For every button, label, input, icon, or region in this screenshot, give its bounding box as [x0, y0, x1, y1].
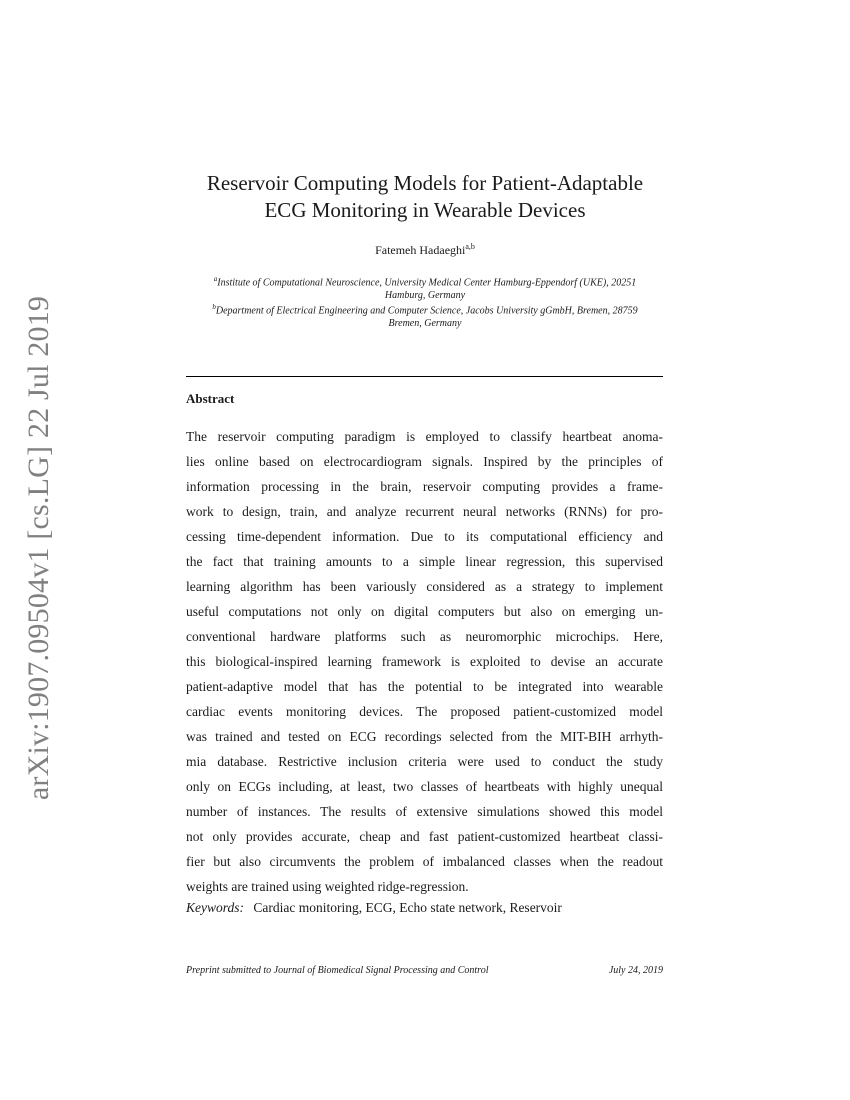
title-line: Reservoir Computing Models for Patient-Adaptable	[206, 171, 644, 195]
author-affiliation-marks: a,b	[465, 242, 475, 251]
author-name: Fatemeh Hadaeghi	[375, 243, 466, 257]
page-footer	[186, 965, 663, 976]
footer-date: July 24, 2019	[608, 965, 663, 976]
preprint-note: Preprint submitted to Journal of Biomedical Signal Processing and Control	[186, 965, 489, 976]
abstract-line: patient-adaptive model that has the potential to be integrated into wearable	[186, 679, 663, 694]
abstract-line: lies online based on electrocardiogram signals. Inspired by the principles of	[186, 454, 663, 469]
abstract-line: was trained and tested on ECG recordings selected from the MIT-BIH arrhyth-	[186, 729, 663, 744]
abstract-divider	[186, 376, 663, 377]
abstract-line: The reservoir computing paradigm is employed to classify heartbeat anoma-	[186, 429, 663, 444]
paper-title	[160, 170, 690, 224]
abstract-line: number of instances. The results of extensive simulations showed this model	[186, 804, 663, 819]
abstract-line: this biological-inspired learning framework is exploited to devise an accurate	[186, 654, 663, 669]
abstract-line: useful computations not only on digital computers but also on emerging un-	[186, 604, 663, 619]
keywords-text: Cardiac monitoring, ECG, Echo state network, Reservoir	[253, 900, 562, 915]
affiliation-a	[160, 273, 690, 302]
abstract-line: information processing in the brain, reservoir computing provides a frame-	[186, 479, 663, 494]
abstract-line: mia database. Restrictive inclusion criteria were used to conduct the study	[186, 754, 663, 769]
abstract-line: not only provides accurate, cheap and fast patient-customized heartbeat classi-	[186, 829, 663, 844]
abstract-line: learning algorithm has been variously considered as a strategy to implement	[186, 579, 663, 594]
abstract-heading: Abstract	[186, 391, 235, 406]
affiliation-mark: a	[213, 275, 218, 283]
abstract-line: only on ECGs including, at least, two classes of heartbeats with highly unequal	[186, 779, 663, 794]
author	[0, 242, 850, 258]
affiliation-line: Bremen, Germany	[388, 318, 462, 330]
affiliation-b	[160, 301, 690, 330]
abstract-line: weights are trained using weighted ridge-regression.	[186, 879, 469, 894]
abstract-line: cessing time-dependent information. Due to its computational efficiency and	[186, 529, 663, 544]
title-line: ECG Monitoring in Wearable Devices	[264, 198, 586, 222]
affiliation-line: $^a$Institute of Computational Neuroscience, University Medical Center Hamburg-Eppendorf (UKE), 20251	[213, 275, 637, 289]
affiliation-line: Hamburg, Germany	[384, 290, 466, 302]
abstract-line: conventional hardware platforms such as neuromorphic microchips. Here,	[186, 629, 663, 644]
keywords	[186, 900, 562, 916]
keywords-label: Keywords:	[186, 900, 244, 915]
abstract-body	[186, 424, 663, 899]
affiliation-line: $^b$Department of Electrical Engineering and Computer Science, Jacobs University gGmbH, Bremen, 28759	[212, 303, 638, 317]
arxiv-identifier: arXiv:1907.09504v1 [cs.LG] 22 Jul 2019	[22, 295, 55, 801]
abstract-line: work to design, train, and analyze recurrent neural networks (RNNs) for pro-	[186, 504, 663, 519]
abstract-line: fier but also circumvents the problem of imbalanced classes when the readout	[186, 854, 663, 869]
abstract-line: cardiac events monitoring devices. The proposed patient-customized model	[186, 704, 663, 719]
affiliation-mark: b	[212, 303, 216, 311]
abstract-line: the fact that training amounts to a simple linear regression, this supervised	[186, 554, 663, 569]
